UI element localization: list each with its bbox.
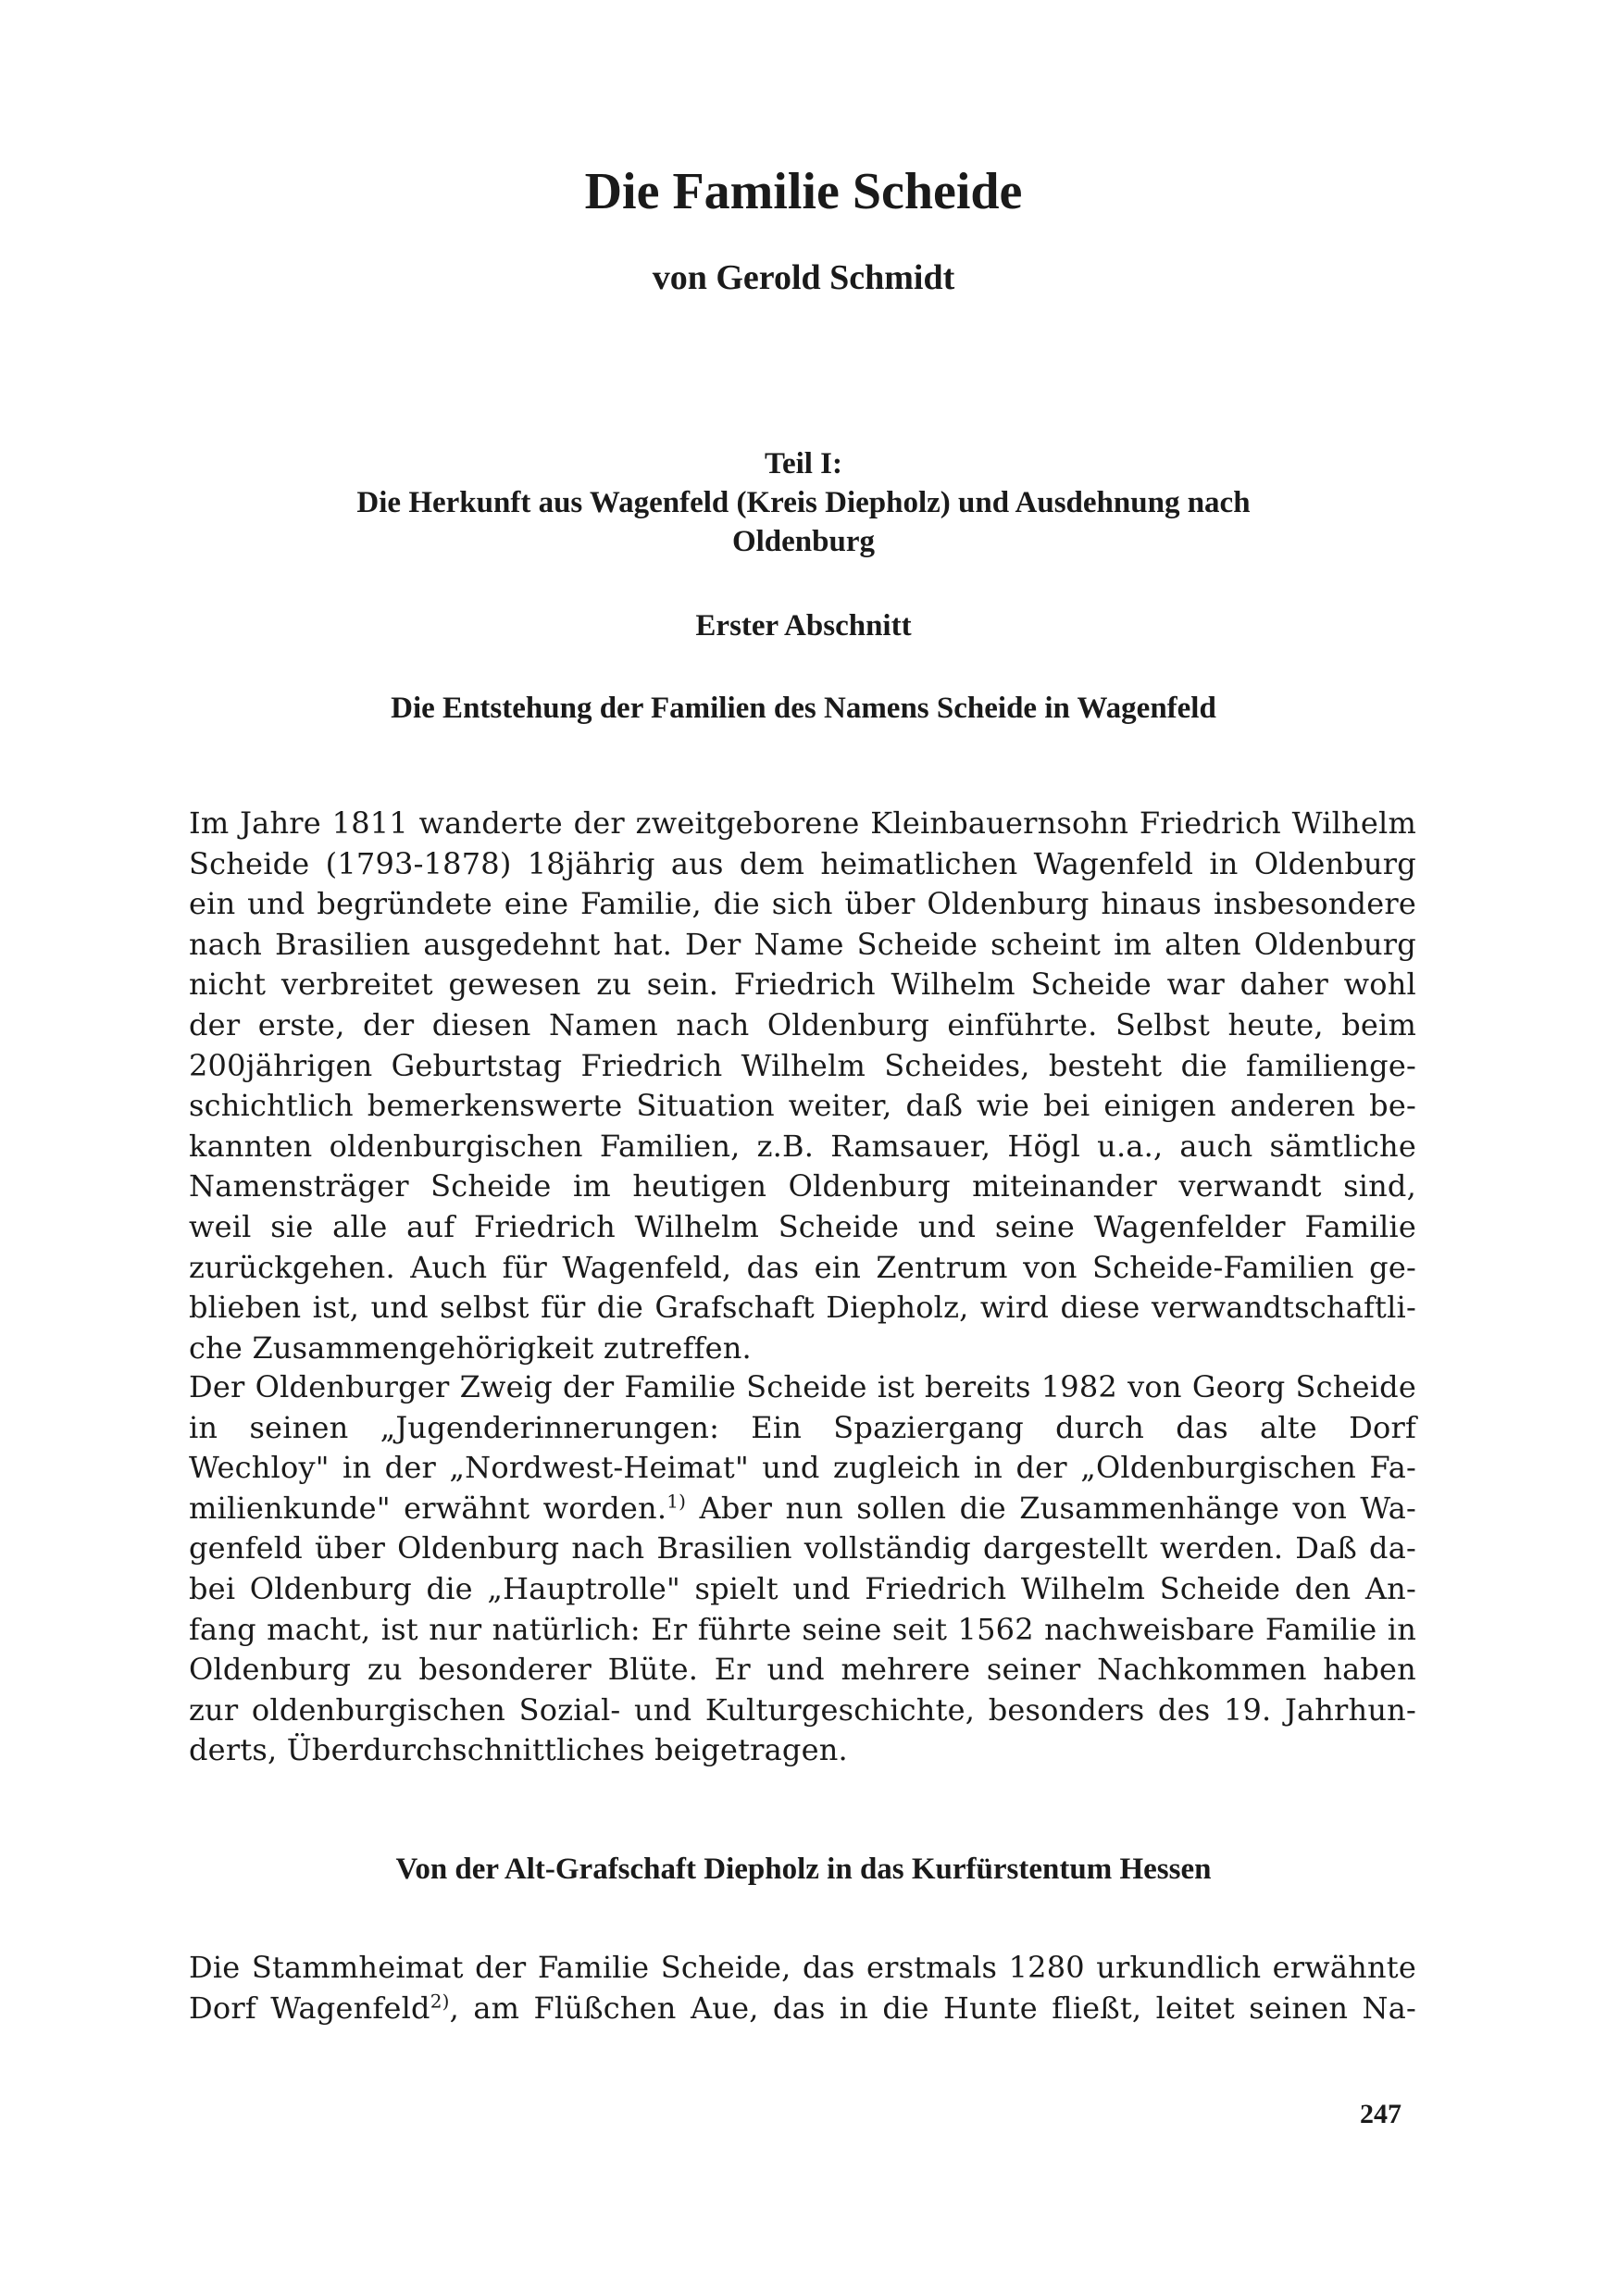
part-subtitle-line-1: Die Herkunft aus Wagenfeld (Kreis Diepholz) und Ausdehnung nach [356,486,1251,519]
section-2-paragraph-1 [189,1948,1416,2028]
article-title: Die Familie Scheide [584,163,1023,220]
text-line: in seinen „Jugenderinnerungen: Ein Spaziergang durch das alte Dorf [189,1409,1416,1445]
text-line: Die Stammheimat der Familie Scheide, das erstmals 1280 urkundlich erwähnte [189,1950,1416,1985]
text-fragment: Aber nun sollen die Zusammenhänge von Wa- [686,1490,1416,1526]
part-subtitle-line-2: Oldenburg [731,525,876,558]
text-line: 200jährigen Geburtstag Friedrich Wilhelm Scheides, besteht die familienge- [189,1047,1416,1083]
text-line: che Zusammengehörigkeit zutreffen. [189,1329,752,1366]
section-1-paragraph-2 [189,1367,1416,1771]
text-line: nach Brasilien ausgedehnt hat. Der Name Scheide scheint im alten Oldenburg [189,926,1416,962]
text-line-with-footnote [189,1989,1416,2029]
part-heading [248,444,1359,561]
text-line: zurückgehen. Auch für Wagenfeld, das ein Zentrum von Scheide-Familien ge- [189,1249,1416,1285]
text-line-with-footnote [189,1489,1416,1529]
text-line: der erste, der diesen Namen nach Oldenburg einführte. Selbst heute, beim [189,1006,1416,1042]
section-1-paragraph-1 [189,804,1416,1368]
text-line: derts, Überdurchschnittliches beigetragen. [189,1732,848,1768]
text-line: weil sie alle auf Friedrich Wilhelm Scheide und seine Wagenfelder Familie [189,1208,1416,1244]
text-line: Scheide (1793-1878) 18jährig aus dem heimatlichen Wagenfeld in Oldenburg [189,845,1416,881]
text-fragment: Dorf Wagenfeld [189,1990,430,2026]
text-line: bei Oldenburg die „Hauptrolle" spielt und Friedrich Wilhelm Scheide den An- [189,1570,1416,1606]
section-2-heading: Von der Alt-Grafschaft Diepholz in das Kurfürstentum Hessen [395,1853,1212,1886]
text-line: ein und begründete eine Familie, die sich über Oldenburg hinaus insbesondere [189,886,1416,922]
text-line: Oldenburg zu besonderer Blüte. Er und mehrere seiner Nachkommen haben [189,1652,1416,1688]
text-fragment: milienkunde" erwähnt worden. [189,1490,667,1526]
text-line: fang macht, ist nur natürlich: Er führte seine seit 1562 nachweisbare Familie in [189,1611,1416,1647]
text-line: Namensträger Scheide im heutigen Oldenburg miteinander verwandt sind, [189,1168,1416,1204]
part-label: Teil I: [764,447,843,480]
text-line: genfeld über Oldenburg nach Brasilien vollständig dargestellt werden. Daß da- [189,1530,1416,1566]
page-number: 247 [1360,2099,1401,2129]
text-line: Wechloy" in der „Nordwest-Heimat" und zugleich in der „Oldenburgischen Fa- [189,1450,1416,1486]
text-line: kannten oldenburgischen Familien, z.B. Ramsauer, Högl u.a., auch sämtliche [189,1128,1416,1164]
footnote-marker-2: 2) [430,1989,450,2012]
article-author: von Gerold Schmidt [652,258,955,297]
section-1-heading: Die Entstehung der Familien des Namens Scheide in Wagenfeld [391,692,1216,725]
text-line: nicht verbreitet gewesen zu sein. Friedrich Wilhelm Scheide war daher wohl [189,967,1416,1003]
text-line: Der Oldenburger Zweig der Familie Scheide ist bereits 1982 von Georg Scheide [189,1369,1416,1404]
text-line: Im Jahre 1811 wanderte der zweitgeborene Kleinbauernsohn Friedrich Wilhelm [189,805,1416,841]
text-line: blieben ist, und selbst für die Grafschaft Diepholz, wird diese verwandtschaftli- [189,1290,1416,1326]
footnote-marker-1: 1) [666,1490,687,1513]
text-line: zur oldenburgischen Sozial- und Kulturgeschichte, besonders des 19. Jahrhun- [189,1691,1416,1728]
chapter-label: Erster Abschnitt [695,609,912,643]
text-line: schichtlich bemerkenswerte Situation weiter, daß wie bei einigen anderen be- [189,1088,1416,1124]
text-fragment: , am Flüßchen Aue, das in die Hunte fließt, leitet seinen Na- [449,1990,1416,2026]
